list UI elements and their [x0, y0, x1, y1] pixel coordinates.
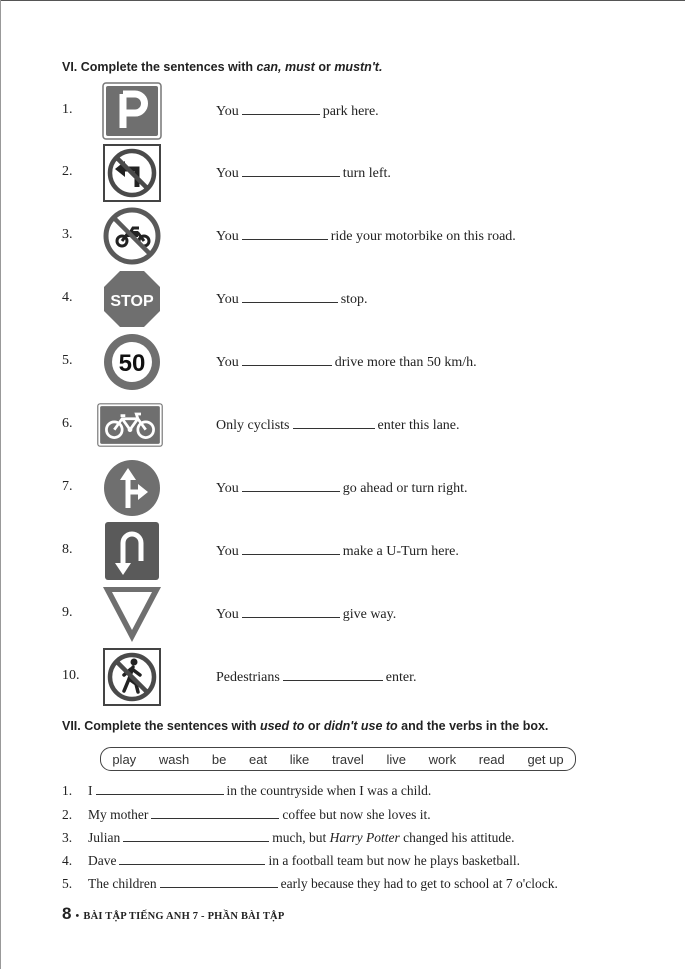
- answer-blank[interactable]: [242, 353, 332, 366]
- exercise-7-item-2: [62, 806, 431, 823]
- sentence-start: You: [216, 544, 239, 559]
- sentence-start: You: [216, 166, 239, 181]
- sentence-end: changed his attitude.: [399, 830, 515, 845]
- heading-text: or: [304, 719, 324, 733]
- exercise-7-item-3: [62, 829, 514, 846]
- exercise-6-item-1: [0, 81, 685, 141]
- sentence-end: coffee but now she loves it.: [282, 807, 431, 822]
- sentence-end: ride your motorbike on this road.: [330, 229, 516, 244]
- give-way-sign-icon: [101, 584, 163, 644]
- exercise-7-item-5: [62, 875, 558, 892]
- answer-blank[interactable]: [242, 227, 328, 240]
- heading-text: and the verbs in the box.: [397, 719, 549, 733]
- item-number: 2.: [62, 807, 73, 822]
- answer-blank[interactable]: [242, 164, 340, 177]
- item-number: 1.: [62, 783, 73, 798]
- sentence-start: You: [216, 292, 239, 307]
- box-word: like: [289, 751, 310, 767]
- page-footer: [62, 904, 284, 924]
- heading-text: VI. Complete the sentences with: [62, 60, 257, 74]
- sentence: [216, 353, 477, 371]
- speed-limit-sign-icon: [101, 332, 163, 392]
- item-number: 5.: [62, 876, 73, 891]
- answer-blank[interactable]: [242, 479, 340, 492]
- heading-keyword: can, must: [256, 60, 315, 74]
- sentence-end: in a football team but now he plays basketball.: [268, 853, 521, 868]
- box-word: wash: [158, 751, 190, 767]
- sentence: [216, 416, 460, 434]
- sentence-start: You: [216, 355, 239, 370]
- item-number: 4.: [62, 290, 73, 305]
- sentence-end: park here.: [322, 104, 379, 119]
- answer-blank[interactable]: [283, 668, 383, 681]
- page-number: 8: [62, 904, 72, 923]
- exercise-6-item-10: [0, 647, 685, 707]
- sentence: [216, 605, 396, 623]
- sentence-start: Only cyclists: [216, 418, 290, 433]
- item-number: 5.: [62, 353, 73, 368]
- u-turn-sign-icon: [101, 521, 163, 581]
- item-number: 10.: [62, 668, 80, 683]
- exercise-7-heading: [62, 719, 548, 733]
- sentence-start: You: [216, 481, 239, 496]
- answer-blank[interactable]: [96, 782, 224, 795]
- item-number: 2.: [62, 164, 73, 179]
- heading-keyword: didn't use to: [323, 719, 398, 733]
- sentence: [216, 102, 379, 120]
- exercise-6-item-6: [0, 395, 685, 455]
- exercise-6-item-9: [0, 584, 685, 644]
- box-word: get up: [527, 751, 564, 767]
- heading-keyword: mustn't.: [334, 60, 383, 74]
- sentence: [216, 227, 516, 245]
- sentence-end: early because they had to get to school at 7 o'clock.: [280, 876, 558, 891]
- box-word: be: [211, 751, 227, 767]
- exercise-6-item-3: [0, 206, 685, 266]
- answer-blank[interactable]: [242, 542, 340, 555]
- sentence-start: Pedestrians: [216, 670, 280, 685]
- exercise-6-item-4: [0, 269, 685, 329]
- item-number: 1.: [62, 102, 73, 117]
- answer-blank[interactable]: [242, 605, 340, 618]
- answer-blank[interactable]: [242, 102, 320, 115]
- bicycle-sign-icon: [101, 395, 163, 455]
- sentence-start: You: [216, 229, 239, 244]
- sentence-start: You: [216, 607, 239, 622]
- sentence: [216, 479, 468, 497]
- stop-sign-icon: [101, 269, 163, 329]
- item-number: 4.: [62, 853, 73, 868]
- answer-blank[interactable]: [151, 806, 279, 819]
- sentence-end: enter this lane.: [377, 418, 460, 433]
- heading-keyword: used to: [259, 719, 305, 733]
- item-number: 3.: [62, 830, 73, 845]
- book-title-italic: Harry Potter: [329, 830, 400, 845]
- sentence: [216, 164, 391, 182]
- heading-text: VII. Complete the sentences with: [62, 719, 260, 733]
- sentence: [216, 542, 459, 560]
- answer-blank[interactable]: [123, 829, 269, 842]
- box-word: eat: [249, 751, 268, 767]
- book-title: BÀI TẬP TIẾNG ANH 7 - PHẦN BÀI TẬP: [83, 911, 285, 922]
- ahead-or-right-sign-icon: [101, 458, 163, 518]
- no-left-turn-sign-icon: [101, 143, 163, 203]
- page-top-border: [0, 0, 685, 1]
- footer-bullet: •: [75, 911, 80, 922]
- sentence-end: turn left.: [342, 166, 391, 181]
- sentence-end: make a U-Turn here.: [342, 544, 459, 559]
- parking-sign-icon: [101, 81, 163, 141]
- exercise-7-item-4: [62, 852, 520, 869]
- exercise-6-item-7: [0, 458, 685, 518]
- box-word: live: [386, 751, 406, 767]
- answer-blank[interactable]: [119, 852, 265, 865]
- exercise-6-item-8: [0, 521, 685, 581]
- exercise-6-heading: [62, 60, 382, 74]
- sentence-start: You: [216, 104, 239, 119]
- sentence: [216, 290, 368, 308]
- sentence-start: My mother: [88, 807, 149, 822]
- box-word: travel: [331, 751, 364, 767]
- sentence-end: much, but: [272, 830, 330, 845]
- answer-blank[interactable]: [160, 875, 278, 888]
- item-number: 3.: [62, 227, 73, 242]
- sentence-start: I: [88, 783, 93, 798]
- answer-blank[interactable]: [293, 416, 375, 429]
- box-word: play: [112, 751, 137, 767]
- sentence-end: enter.: [385, 670, 417, 685]
- item-number: 7.: [62, 479, 73, 494]
- no-motorbikes-sign-icon: [101, 206, 163, 266]
- sentence-start: Dave: [88, 853, 117, 868]
- item-number: 9.: [62, 605, 73, 620]
- stop-sign-text: STOP: [110, 293, 154, 310]
- sentence-end: drive more than 50 km/h.: [334, 355, 477, 370]
- speed-limit-text: 50: [118, 350, 146, 377]
- sentence-end: go ahead or turn right.: [342, 481, 468, 496]
- verb-word-box: [100, 747, 576, 771]
- exercise-6-item-2: [0, 143, 685, 203]
- exercise-6-item-5: [0, 332, 685, 392]
- no-pedestrians-sign-icon: [101, 647, 163, 707]
- answer-blank[interactable]: [242, 290, 338, 303]
- sentence-start: The children: [88, 876, 157, 891]
- exercise-7-item-1: [62, 782, 431, 799]
- sentence-start: Julian: [88, 830, 121, 845]
- item-number: 6.: [62, 416, 73, 431]
- box-word: read: [478, 751, 505, 767]
- heading-text: or: [314, 60, 335, 74]
- item-number: 8.: [62, 542, 73, 557]
- sentence-end: stop.: [340, 292, 368, 307]
- sentence-end: give way.: [342, 607, 397, 622]
- sentence-end: in the countryside when I was a child.: [226, 783, 432, 798]
- box-word: work: [428, 751, 457, 767]
- sentence: [216, 668, 416, 686]
